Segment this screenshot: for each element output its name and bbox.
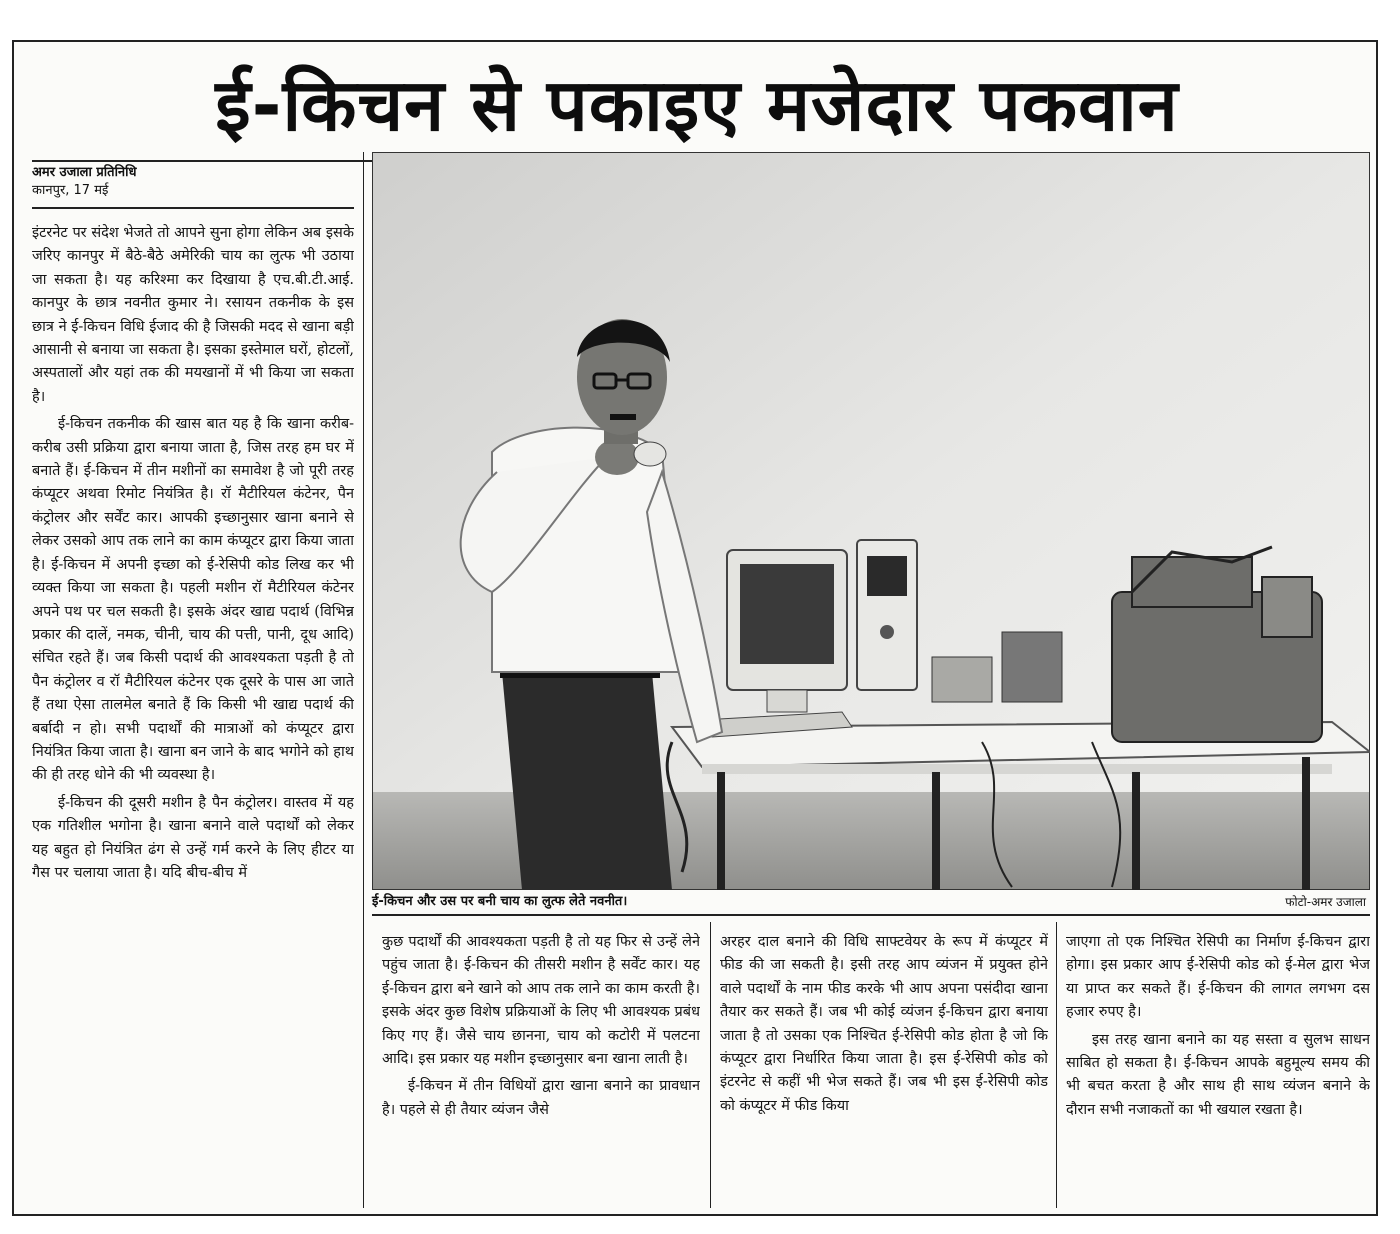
newspaper-clipping (12, 40, 1378, 1216)
column-divider (1056, 922, 1057, 1208)
byline: अमर उजाला प्रतिनिधि (32, 165, 137, 180)
paragraph: इस तरह खाना बनाने का यह सस्ता व सुलभ साधन साबित हो सकता है। ई-किचन आपके बहुमूल्य समय की भी बचत करता है और साथ ही साथ व्यंजन बनाने के दौरान सभी नजाकतों का भी खयाल रखता है। (1066, 1031, 1370, 1118)
article-column-3 (720, 931, 1048, 1211)
photo-illustration (372, 152, 1370, 890)
paragraph: जाएगा तो एक निश्चित रेसिपी का निर्माण ई-किचन द्वारा होगा। इस प्रकार आप ई-रेसिपी कोड को ई-मेल द्वारा भेज या प्राप्त कर सकते हैं। ई-किचन की लागत लगभग दस हजार रुपए है। (1066, 934, 1370, 1021)
photo-credit: फोटो-अमर उजाला (1285, 895, 1366, 909)
photo-caption: ई-किचन और उस पर बनी चाय का लुत्फ लेते नवनीत। (372, 894, 628, 909)
dateline: कानपुर, 17 मई (32, 183, 109, 198)
article-column-2 (382, 931, 700, 1211)
paragraph: कुछ पदार्थों की आवश्यकता पड़ती है तो यह फिर से उन्हें लेने पहुंच जाता है। ई-किचन की तीसरी मशीन है सर्वेंट कार। यह ई-किचन द्वारा बने खाने को आप तक लाने का काम करती है। इसके अंदर कुछ विशेष प्रक्रियाओं के लिए भी आवश्यक प्रबंध किए गए हैं। जैसे चाय छानना, चाय को कटोरी में पलटना आदि। इस प्रकार यह मशीन इच्छानुसार बना खाना लाती है। (382, 934, 700, 1068)
article-column-4 (1066, 931, 1370, 1211)
byline-block (32, 164, 358, 200)
byline-rule (32, 207, 354, 209)
column-divider (363, 152, 364, 1208)
article-photo (372, 152, 1370, 890)
headline: ई-किचन से पकाइए मजेदार पकवान (215, 63, 1179, 147)
paragraph: ई-किचन की दूसरी मशीन है पैन कंट्रोलर। वास्तव में यह एक गतिशील भगोना है। खाना बनाने वाले पदार्थों को लेकर यह बहुत हो नियंत्रित ढंग से उन्हें गर्म करने के लिए हीटर या गैस पर चलाया जाता है। यदि बीच-बीच में (32, 794, 354, 881)
column-divider (710, 922, 711, 1208)
paragraph: इंटरनेट पर संदेश भेजते तो आपने सुना होगा लेकिन अब इसके जरिए कानपुर में बैठे-बैठे अमेरिकी चाय का लुत्फ भी उठाया जा सकता है। यह करिश्मा कर दिखाया है एच.बी.टी.आई. कानपुर के छात्र नवनीत कुमार ने। रसायन तकनीक के इस छात्र ने ई-किचन विधि ईजाद की है जिसकी मदद से खाना बड़ी आसानी से बनाया जा सकता है। इसका इस्तेमाल घरों, होटलों, अस्पतालों और यहां तक की मयखानों में भी किया जा सकता है। (32, 225, 354, 405)
article-column-1 (32, 222, 354, 1207)
caption-rule (372, 914, 1370, 916)
paragraph: अरहर दाल बनाने की विधि साफ्टवेयर के रूप में कंप्यूटर में फीड की जा सकती है। इसी तरह आप व्यंजन में प्रयुक्त होने वाले पदार्थों के नाम फीड करके भी आप अपना पसंदीदा खाना तैयार कर सकते हैं। जब भी कोई व्यंजन ई-किचन द्वारा बनाया जाता है तो उसका एक निश्चित ई-रेसिपी कोड होता है जो कि कंप्यूटर द्वारा निर्धारित किया जाता है। इस ई-रेसिपी कोड को इंटरनेट से कहीं भी भेज सकते हैं। जब भी इस ई-रेसिपी कोड को कंप्यूटर में फीड किया (720, 934, 1048, 1114)
paragraph: ई-किचन में तीन विधियों द्वारा खाना बनाने का प्रावधान है। पहले से ही तैयार व्यंजन जैसे (382, 1078, 700, 1118)
paragraph: ई-किचन तकनीक की खास बात यह है कि खाना करीब-करीब उसी प्रक्रिया द्वारा बनाया जाता है, जिस तरह हम घर में बनाते हैं। ई-किचन में तीन मशीनों का समावेश है जो पूरी तरह कंप्यूटर अथवा रिमोट नियंत्रित है। रॉ मैटीरियल कंटेनर, पैन कंट्रोलर और सर्वेंट कार। आपकी इच्छानुसार खाना बनाने से लेकर उसको आप तक लाने का काम कंप्यूटर द्वारा किया जाता है। ई-किचन में अपनी इच्छा को ई-रेसिपी कोड लिख कर भी व्यक्त किया जा सकता है। पहली मशीन रॉ मैटीरियल कंटेनर अपने पथ पर चल सकती है। इसके अंदर खाद्य पदार्थ (विभिन्न प्रकार की दालें, नमक, चीनी, चाय की पत्ती, पानी, दूध आदि) संचित रहते हैं। जब किसी पदार्थ की आवश्यकता पड़ती है तो पैन कंट्रोलर व रॉ मैटीरियल कंटेनर एक दूसरे के पास आ जाते हैं तथा ऐसा तालमेल बनाते हैं कि किसी भी खाद्य पदार्थ की बर्बादी न हो। सभी पदार्थों की मात्राओं को कंप्यूटर द्वारा नियंत्रित किया जाता है। खाना बन जाने के बाद भगोने को हाथ की ही तरह धोने की भी व्यवस्था है। (32, 416, 354, 784)
photo-caption-bar (372, 892, 1370, 912)
